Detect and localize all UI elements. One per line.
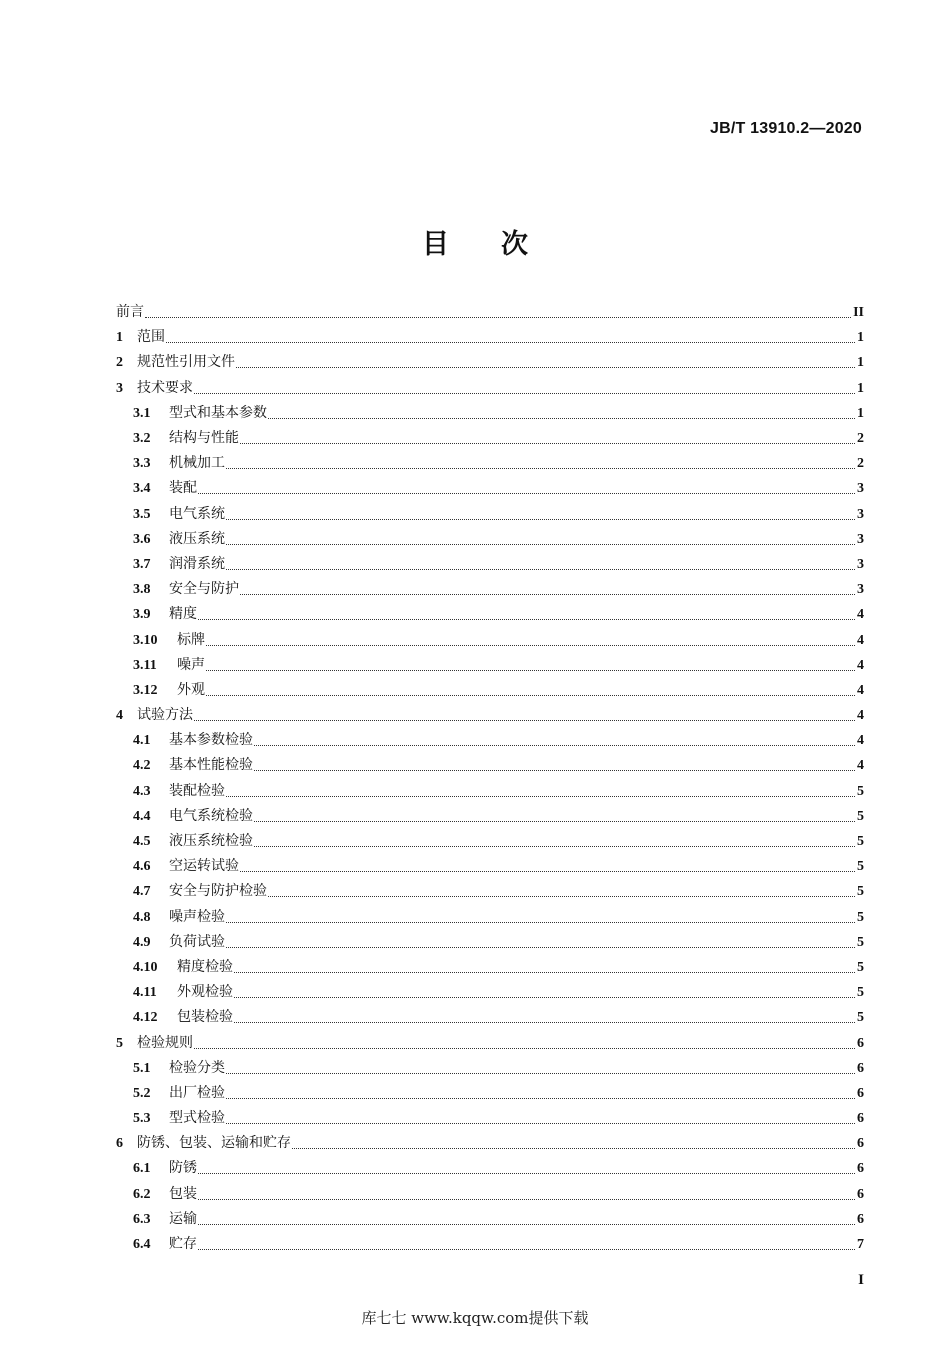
toc-entry-page: 5 [857, 909, 864, 925]
toc-entry[interactable] [116, 426, 864, 451]
toc-entry-title: 外观检验 [177, 984, 233, 1001]
toc-entry[interactable] [116, 1030, 864, 1055]
toc-entry-number: 4.8 [133, 909, 151, 925]
toc-dot-leader [166, 342, 855, 343]
toc-entry-number: 4.3 [133, 783, 151, 799]
toc-entry-number: 3.2 [133, 431, 151, 447]
toc-entry-page: 6 [857, 1111, 864, 1127]
toc-entry[interactable] [116, 300, 864, 325]
toc-entry[interactable] [116, 1156, 864, 1181]
toc-dot-leader [254, 821, 855, 822]
toc-entry[interactable] [116, 779, 864, 804]
toc-entry[interactable] [116, 905, 864, 930]
toc-entry-number: 4.1 [133, 733, 151, 749]
toc-entry-page: 5 [857, 859, 864, 875]
toc-dot-leader [226, 519, 855, 520]
toc-entry[interactable] [116, 804, 864, 829]
toc-entry-page: 5 [857, 884, 864, 900]
toc-entry-title: 噪声检验 [169, 908, 225, 925]
toc-entry-page: 6 [857, 1085, 864, 1101]
toc-entry[interactable] [116, 854, 864, 879]
toc-entry-page: 6 [857, 1211, 864, 1227]
page-title-char-1: 目 [422, 229, 449, 260]
toc-entry-page: 5 [857, 1010, 864, 1026]
toc-entry-number: 4.7 [133, 884, 151, 900]
toc-entry[interactable] [116, 753, 864, 778]
toc-entry-title: 防锈 [169, 1160, 197, 1177]
toc-entry-title: 前言 [116, 304, 144, 321]
toc-entry[interactable] [116, 829, 864, 854]
toc-entry[interactable] [116, 703, 864, 728]
toc-entry[interactable] [116, 1106, 864, 1131]
toc-dot-leader [234, 1022, 855, 1023]
toc-entry-page: 6 [857, 1136, 864, 1152]
toc-entry-page: 5 [857, 834, 864, 850]
toc-dot-leader [226, 468, 855, 469]
toc-entry-number: 3 [116, 380, 123, 396]
toc-entry-number: 4.11 [133, 985, 157, 1001]
toc-entry-title: 负荷试验 [169, 933, 225, 950]
toc-entry-page: 1 [857, 330, 864, 346]
toc-entry-page: 4 [857, 733, 864, 749]
toc-entry-title: 电气系统 [169, 505, 225, 522]
toc-entry[interactable] [116, 930, 864, 955]
toc-entry-title: 试验方法 [137, 707, 193, 724]
toc-entry-title: 液压系统检验 [169, 833, 253, 850]
toc-dot-leader [198, 619, 855, 620]
toc-entry-number: 4.6 [133, 859, 151, 875]
toc-dot-leader [234, 997, 855, 998]
toc-entry[interactable] [116, 1232, 864, 1257]
toc-entry-title: 贮存 [169, 1236, 197, 1253]
toc-entry-page: 6 [857, 1186, 864, 1202]
toc-dot-leader [240, 443, 855, 444]
toc-entry-number: 3.1 [133, 405, 151, 421]
toc-entry-title: 基本性能检验 [169, 757, 253, 774]
toc-entry[interactable] [116, 476, 864, 501]
toc-entry[interactable] [116, 728, 864, 753]
toc-entry-number: 5 [116, 1035, 123, 1051]
toc-entry-title: 检验规则 [137, 1034, 193, 1051]
toc-entry-page: 5 [857, 934, 864, 950]
toc-dot-leader [198, 1199, 855, 1200]
toc-entry-number: 3.7 [133, 556, 151, 572]
toc-dot-leader [226, 544, 855, 545]
toc-entry-number: 5.1 [133, 1060, 151, 1076]
toc-dot-leader [226, 947, 855, 948]
toc-entry-page: 5 [857, 783, 864, 799]
toc-dot-leader [145, 317, 851, 318]
toc-entry[interactable] [116, 602, 864, 627]
toc-entry-title: 运输 [169, 1210, 197, 1227]
toc-entry-page: 5 [857, 985, 864, 1001]
toc-entry-number: 4.10 [133, 959, 158, 975]
toc-entry-title: 润滑系统 [169, 555, 225, 572]
toc-dot-leader [206, 695, 855, 696]
toc-dot-leader [198, 493, 855, 494]
toc-entry-page: 6 [857, 1035, 864, 1051]
toc-entry-title: 型式和基本参数 [169, 404, 267, 421]
toc-entry-number: 3.3 [133, 456, 151, 472]
toc-entry-page: 4 [857, 607, 864, 623]
toc-entry-page: 2 [857, 456, 864, 472]
toc-entry-page: 5 [857, 959, 864, 975]
toc-entry-title: 型式检验 [169, 1110, 225, 1127]
toc-dot-leader [198, 1224, 855, 1225]
toc-dot-leader [240, 871, 855, 872]
toc-dot-leader [194, 393, 855, 394]
toc-entry[interactable] [116, 653, 864, 678]
toc-entry-page: II [853, 305, 864, 321]
toc-entry-title: 机械加工 [169, 455, 225, 472]
toc-entry-title: 精度 [169, 606, 197, 623]
toc-entry[interactable] [116, 1131, 864, 1156]
toc-entry-page: 3 [857, 582, 864, 598]
toc-dot-leader [226, 569, 855, 570]
toc-entry-number: 3.4 [133, 481, 151, 497]
toc-dot-leader [226, 1073, 855, 1074]
toc-dot-leader [226, 1123, 855, 1124]
toc-entry[interactable] [116, 401, 864, 426]
toc-entry-title: 包装 [169, 1185, 197, 1202]
toc-entry[interactable] [116, 955, 864, 980]
toc-dot-leader [234, 972, 855, 973]
toc-entry-title: 结构与性能 [169, 430, 239, 447]
toc-dot-leader [198, 1249, 855, 1250]
table-of-contents [116, 300, 864, 1257]
toc-entry-page: 4 [857, 708, 864, 724]
toc-entry[interactable] [116, 1056, 864, 1081]
toc-entry-number: 3.10 [133, 632, 158, 648]
toc-entry-title: 规范性引用文件 [137, 354, 235, 371]
toc-entry-title: 技术要求 [137, 379, 193, 396]
toc-entry-number: 6.1 [133, 1161, 151, 1177]
toc-dot-leader [206, 670, 855, 671]
toc-entry-number: 2 [116, 355, 123, 371]
toc-dot-leader [240, 594, 855, 595]
toc-entry-title: 外观 [177, 681, 205, 698]
toc-entry[interactable] [116, 1182, 864, 1207]
toc-entry[interactable] [116, 552, 864, 577]
toc-entry-number: 3.12 [133, 682, 158, 698]
toc-entry-number: 6.2 [133, 1186, 151, 1202]
toc-entry-number: 3.8 [133, 582, 151, 598]
toc-entry-title: 范围 [137, 329, 165, 346]
toc-entry-title: 防锈、包装、运输和贮存 [137, 1135, 291, 1152]
toc-entry-number: 4.9 [133, 934, 151, 950]
toc-entry-number: 5.3 [133, 1111, 151, 1127]
toc-entry[interactable] [116, 879, 864, 904]
toc-dot-leader [226, 796, 855, 797]
toc-entry-page: 3 [857, 556, 864, 572]
toc-dot-leader [226, 922, 855, 923]
toc-entry-number: 4.2 [133, 758, 151, 774]
toc-entry[interactable] [116, 502, 864, 527]
toc-entry-number: 4.12 [133, 1010, 158, 1026]
toc-entry-page: 3 [857, 531, 864, 547]
toc-entry[interactable] [116, 678, 864, 703]
toc-entry-page: 4 [857, 758, 864, 774]
toc-entry-number: 6.4 [133, 1237, 151, 1253]
toc-entry[interactable] [116, 376, 864, 401]
toc-dot-leader [254, 770, 855, 771]
toc-entry-page: 6 [857, 1060, 864, 1076]
toc-entry[interactable] [116, 1081, 864, 1106]
toc-entry-title: 装配检验 [169, 782, 225, 799]
toc-entry-title: 包装检验 [177, 1009, 233, 1026]
toc-entry-title: 检验分类 [169, 1059, 225, 1076]
toc-entry[interactable] [116, 350, 864, 375]
toc-entry-page: 4 [857, 657, 864, 673]
page-title-char-2: 次 [501, 229, 528, 260]
toc-entry-number: 4.5 [133, 834, 151, 850]
toc-entry-page: 7 [857, 1237, 864, 1253]
toc-entry[interactable] [116, 1207, 864, 1232]
page-number: I [858, 1272, 864, 1288]
toc-dot-leader [226, 1098, 855, 1099]
toc-entry-title: 标牌 [177, 631, 205, 648]
toc-dot-leader [254, 846, 855, 847]
download-footer-note: 库七七 www.kqqw.com提供下载 [361, 1309, 589, 1327]
toc-dot-leader [194, 1048, 855, 1049]
toc-entry-title: 空运转试验 [169, 858, 239, 875]
toc-entry[interactable] [116, 325, 864, 350]
toc-dot-leader [268, 896, 855, 897]
toc-entry-page: 5 [857, 808, 864, 824]
toc-entry-page: 4 [857, 682, 864, 698]
toc-entry-title: 出厂检验 [169, 1084, 225, 1101]
toc-entry-page: 3 [857, 481, 864, 497]
toc-entry-number: 4 [116, 708, 123, 724]
toc-entry-number: 5.2 [133, 1085, 151, 1101]
toc-entry[interactable] [116, 980, 864, 1005]
toc-dot-leader [236, 367, 855, 368]
toc-entry-page: 3 [857, 506, 864, 522]
toc-entry[interactable] [116, 1005, 864, 1030]
toc-entry-title: 安全与防护检验 [169, 883, 267, 900]
toc-entry-title: 电气系统检验 [169, 807, 253, 824]
toc-entry-page: 4 [857, 632, 864, 648]
toc-entry-title: 基本参数检验 [169, 732, 253, 749]
toc-entry-number: 3.5 [133, 506, 151, 522]
page-title [0, 222, 950, 261]
toc-entry-number: 6.3 [133, 1211, 151, 1227]
toc-entry-page: 2 [857, 431, 864, 447]
toc-entry-title: 噪声 [177, 656, 205, 673]
toc-entry-page: 6 [857, 1161, 864, 1177]
toc-entry-page: 1 [857, 355, 864, 371]
toc-dot-leader [198, 1173, 855, 1174]
toc-dot-leader [254, 745, 855, 746]
toc-entry-title: 精度检验 [177, 958, 233, 975]
toc-dot-leader [292, 1148, 855, 1149]
toc-entry[interactable] [116, 627, 864, 652]
toc-entry-number: 4.4 [133, 808, 151, 824]
toc-dot-leader [268, 418, 855, 419]
standard-code: JB/T 13910.2—2020 [710, 120, 862, 137]
toc-dot-leader [206, 645, 855, 646]
toc-entry-number: 3.6 [133, 531, 151, 547]
toc-entry-page: 1 [857, 380, 864, 396]
toc-entry-title: 安全与防护 [169, 581, 239, 598]
toc-entry-number: 1 [116, 330, 123, 346]
toc-entry-title: 装配 [169, 480, 197, 497]
toc-entry-number: 6 [116, 1136, 123, 1152]
toc-dot-leader [194, 720, 855, 721]
toc-entry-number: 3.9 [133, 607, 151, 623]
toc-entry[interactable] [116, 451, 864, 476]
toc-entry[interactable] [116, 577, 864, 602]
toc-entry-number: 3.11 [133, 657, 157, 673]
toc-entry[interactable] [116, 527, 864, 552]
toc-entry-title: 液压系统 [169, 530, 225, 547]
toc-entry-page: 1 [857, 405, 864, 421]
